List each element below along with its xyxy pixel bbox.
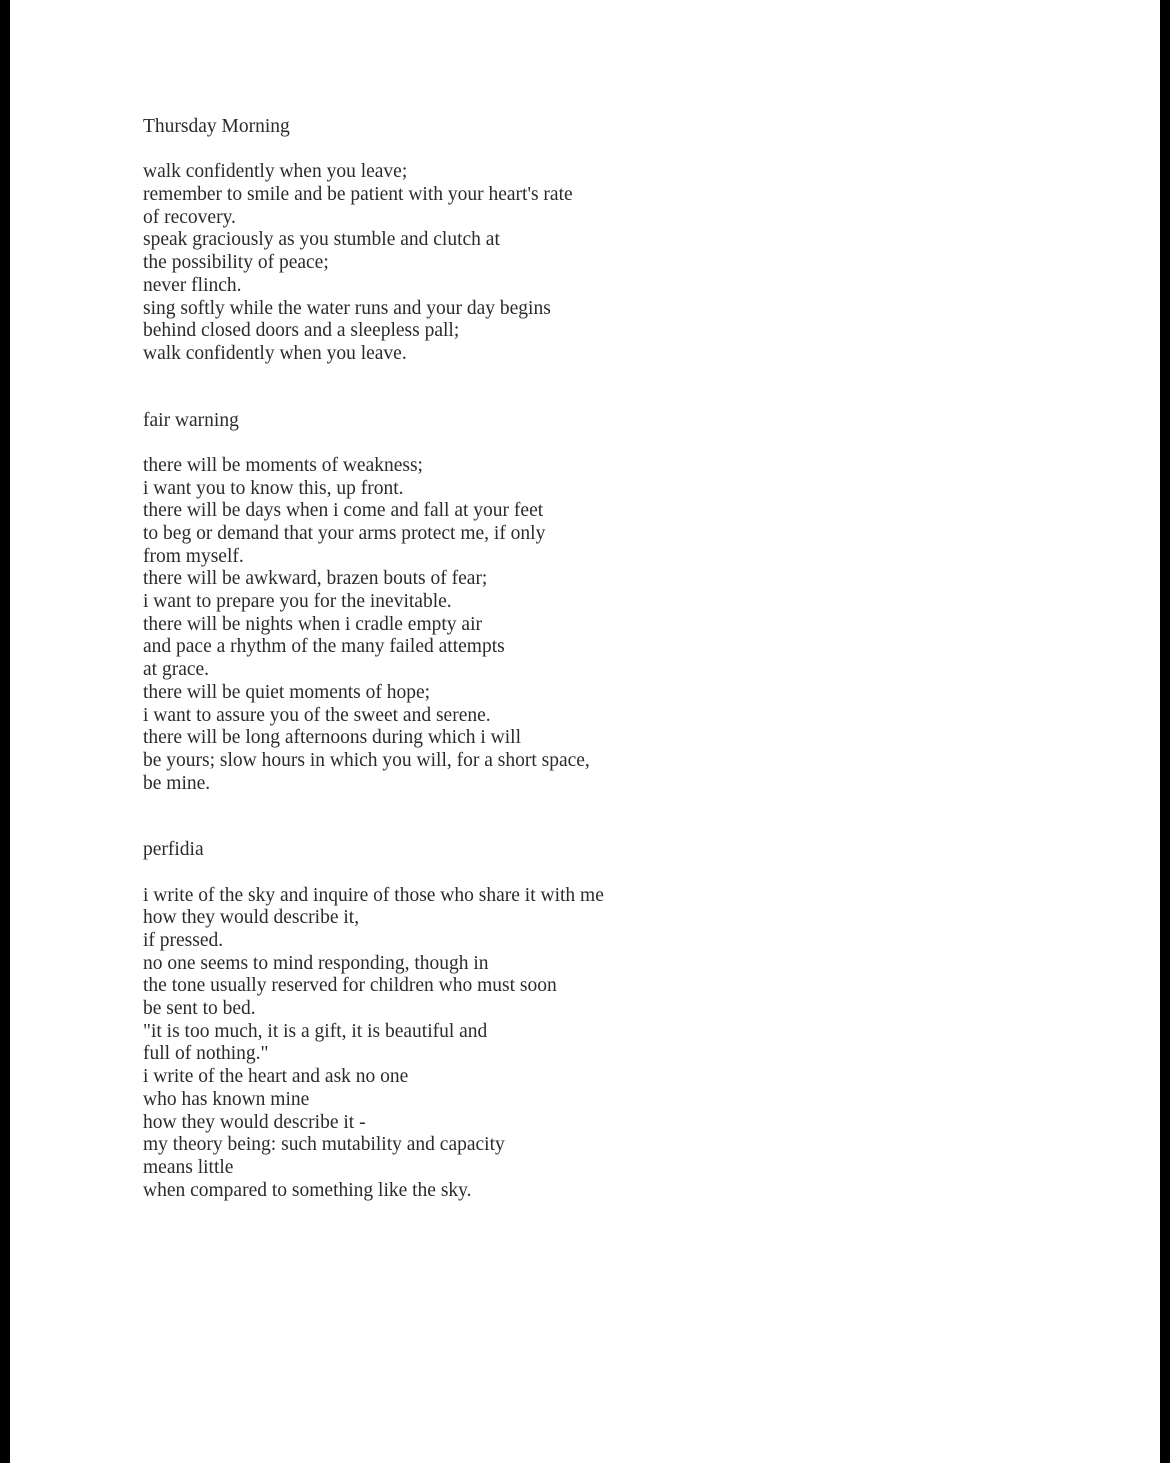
poem-line: how they would describe it - [143,1111,366,1133]
poem-line: walk confidently when you leave; [143,161,408,183]
poem-title: Thursday Morning [143,116,290,137]
poem-body [143,455,743,795]
poem-title: perfidia [143,839,204,861]
poem-line: from myself. [143,545,244,567]
poem-line: at grace. [143,659,210,681]
poem-line: my theory being: such mutability and capacity [143,1134,505,1156]
poem-line: there will be nights when i cradle empty air [143,613,482,635]
poem-line: sing softly while the water runs and your day begins [143,297,551,319]
poem-line: there will be awkward, brazen bouts of fear; [143,568,488,590]
poem-perfidia [143,839,743,1202]
poem-line: never flinch. [143,274,242,296]
poem-line: the tone usually reserved for children who must soon [143,975,557,997]
poem-line: there will be days when i come and fall at your feet [143,500,544,522]
poem-line: when compared to something like the sky. [143,1179,472,1201]
document-content [143,116,743,1202]
poem-body [143,161,743,365]
poem-line: i want to assure you of the sweet and serene. [143,704,491,726]
poem-line: remember to smile and be patient with your heart's rate [143,184,573,206]
poem-line: speak graciously as you stumble and clutch at [143,229,500,251]
poem-line: i write of the heart and ask no one [143,1066,409,1088]
poem-line: behind closed doors and a sleepless pall; [143,320,460,342]
poem-line: be sent to bed. [143,998,256,1020]
poem-fair-warning [143,410,743,796]
poem-line: of recovery. [143,206,236,228]
document-page [10,0,1160,1463]
poem-thursday-morning [143,116,743,366]
poem-line: if pressed. [143,930,224,952]
poem-body [143,885,743,1203]
poem-line: there will be long afternoons during which i will [143,727,522,749]
poem-line: i write of the sky and inquire of those who share it with me [143,884,604,906]
poem-line: there will be moments of weakness; [143,454,423,476]
poem-line: walk confidently when you leave. [143,342,407,364]
poem-title: fair warning [143,409,239,431]
poem-line: to beg or demand that your arms protect me, if only [143,523,546,545]
poem-line: i want you to know this, up front. [143,477,404,499]
poem-line: the possibility of peace; [143,252,329,274]
poem-line: i want to prepare you for the inevitable. [143,591,452,613]
poem-line: "it is too much, it is a gift, it is beautiful and [143,1020,488,1042]
poem-line: and pace a rhythm of the many failed attempts [143,636,505,658]
poem-line: there will be quiet moments of hope; [143,681,431,703]
poem-line: full of nothing." [143,1043,269,1065]
poem-line: be mine. [143,772,211,794]
poem-line: means little [143,1156,234,1178]
poem-line: be yours; slow hours in which you will, for a short space, [143,749,590,771]
poem-line: no one seems to mind responding, though in [143,952,489,974]
poem-line: how they would describe it, [143,907,360,929]
poem-line: who has known mine [143,1088,310,1110]
